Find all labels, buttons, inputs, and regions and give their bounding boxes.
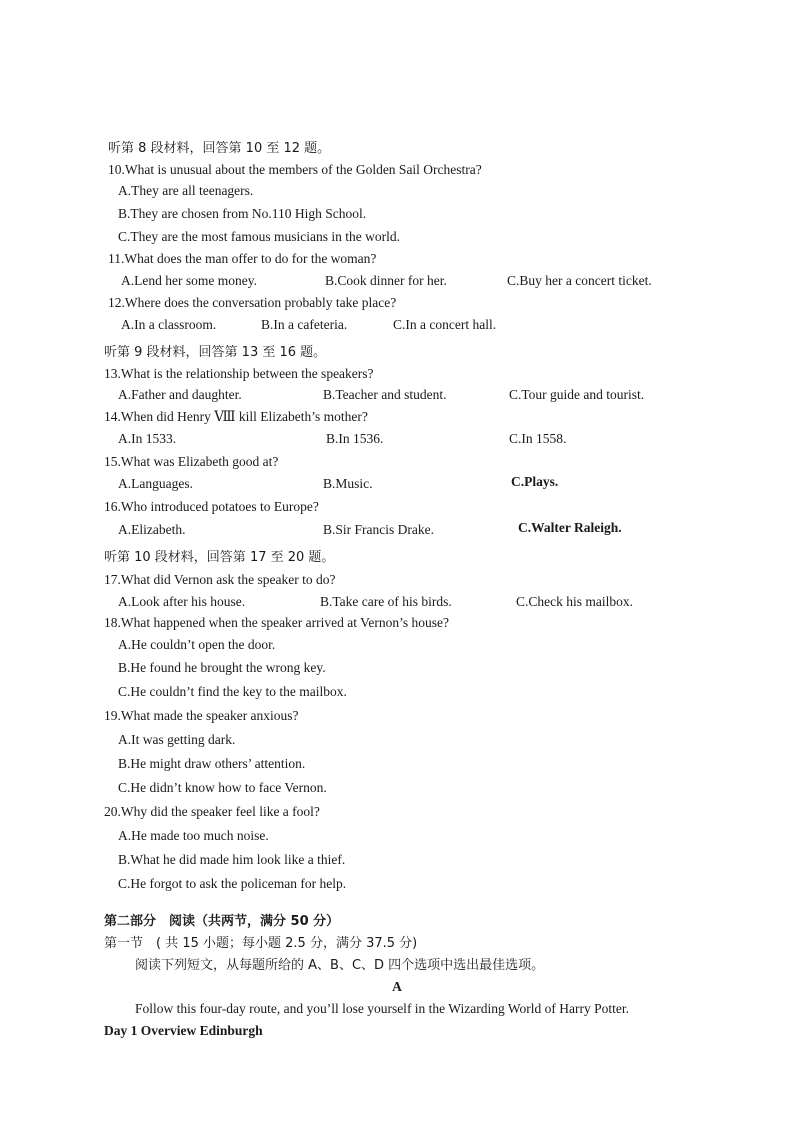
section-8-header: 听第 8 段材料，回答第 10 至 12 题。: [108, 141, 331, 156]
section-10-header: 听第 10 段材料，回答第 17 至 20 题。: [104, 550, 335, 565]
day-1-heading: Day 1 Overview Edinburgh: [104, 1023, 263, 1038]
question-19-option-c: C.He didn’t know how to face Vernon.: [118, 780, 327, 795]
question-13-option-a: A.Father and daughter.: [118, 387, 242, 402]
question-16-option-c: C.Walter Raleigh.: [518, 520, 622, 535]
question-15-stem: 15.What was Elizabeth good at?: [104, 454, 279, 469]
question-20-option-b: B.What he did made him look like a thief.: [118, 852, 346, 867]
passage-letter: A: [392, 979, 402, 994]
question-15-option-b: B.Music.: [323, 476, 373, 491]
question-10-stem: 10.What is unusual about the members of the Golden Sail Orchestra?: [108, 162, 482, 177]
question-11-option-a: A.Lend her some money.: [121, 273, 257, 288]
passage-intro: Follow this four-day route, and you’ll lose yourself in the Wizarding World of Harry Potter.: [135, 1001, 630, 1016]
question-20-stem: 20.Why did the speaker feel like a fool?: [104, 804, 320, 819]
question-19-stem: 19.What made the speaker anxious?: [104, 708, 299, 723]
question-14-option-a: A.In 1533.: [118, 431, 177, 446]
question-13-option-b: B.Teacher and student.: [323, 387, 447, 402]
reading-instruction: 阅读下列短文，从每题所给的 A、B、C、D 四个选项中选出最佳选项。: [135, 958, 545, 973]
question-16-option-a: A.Elizabeth.: [118, 522, 186, 537]
question-20-option-c: C.He forgot to ask the policeman for help.: [118, 876, 347, 891]
question-16-stem: 16.Who introduced potatoes to Europe?: [104, 499, 319, 514]
question-14-option-c: C.In 1558.: [509, 431, 567, 446]
question-17-option-b: B.Take care of his birds.: [320, 594, 452, 609]
question-14-option-b: B.In 1536.: [326, 431, 384, 446]
question-17-option-c: C.Check his mailbox.: [516, 594, 633, 609]
question-18-option-b: B.He found he brought the wrong key.: [118, 660, 326, 675]
question-17-stem: 17.What did Vernon ask the speaker to do?: [104, 572, 336, 587]
question-11-option-c: C.Buy her a concert ticket.: [507, 273, 652, 288]
question-17-option-a: A.Look after his house.: [118, 594, 246, 609]
question-10-option-b: B.They are chosen from No.110 High School.: [118, 206, 367, 221]
question-12-option-a: A.In a classroom.: [121, 317, 217, 332]
section-9-header: 听第 9 段材料，回答第 13 至 16 题。: [104, 345, 327, 360]
question-15-option-c: C.Plays.: [511, 474, 559, 489]
part-2-section-1: 第一节 ( 共 15 小题；每小题 2.5 分，满分 37.5 分): [104, 936, 418, 951]
question-18-option-a: A.He couldn’t open the door.: [118, 637, 276, 652]
question-13-stem: 13.What is the relationship between the speakers?: [104, 366, 374, 381]
part-2-title: 第二部分 阅读（共两节，满分 50 分）: [104, 914, 340, 929]
question-19-option-b: B.He might draw others’ attention.: [118, 756, 306, 771]
question-14-stem: 14.When did Henry Ⅷ kill Elizabeth’s mother?: [104, 409, 368, 424]
question-12-option-b: B.In a cafeteria.: [261, 317, 348, 332]
question-18-stem: 18.What happened when the speaker arrived at Vernon’s house?: [104, 615, 450, 630]
question-13-option-c: C.Tour guide and tourist.: [509, 387, 645, 402]
question-10-option-a: A.They are all teenagers.: [118, 183, 254, 198]
question-20-option-a: A.He made too much noise.: [118, 828, 269, 843]
question-12-option-c: C.In a concert hall.: [393, 317, 497, 332]
question-12-stem: 12.Where does the conversation probably take place?: [108, 295, 397, 310]
question-11-stem: 11.What does the man offer to do for the woman?: [108, 251, 377, 266]
question-18-option-c: C.He couldn’t find the key to the mailbox.: [118, 684, 347, 699]
question-19-option-a: A.It was getting dark.: [118, 732, 236, 747]
question-10-option-c: C.They are the most famous musicians in the world.: [118, 229, 400, 244]
question-15-option-a: A.Languages.: [118, 476, 193, 491]
question-16-option-b: B.Sir Francis Drake.: [323, 522, 434, 537]
question-11-option-b: B.Cook dinner for her.: [325, 273, 447, 288]
